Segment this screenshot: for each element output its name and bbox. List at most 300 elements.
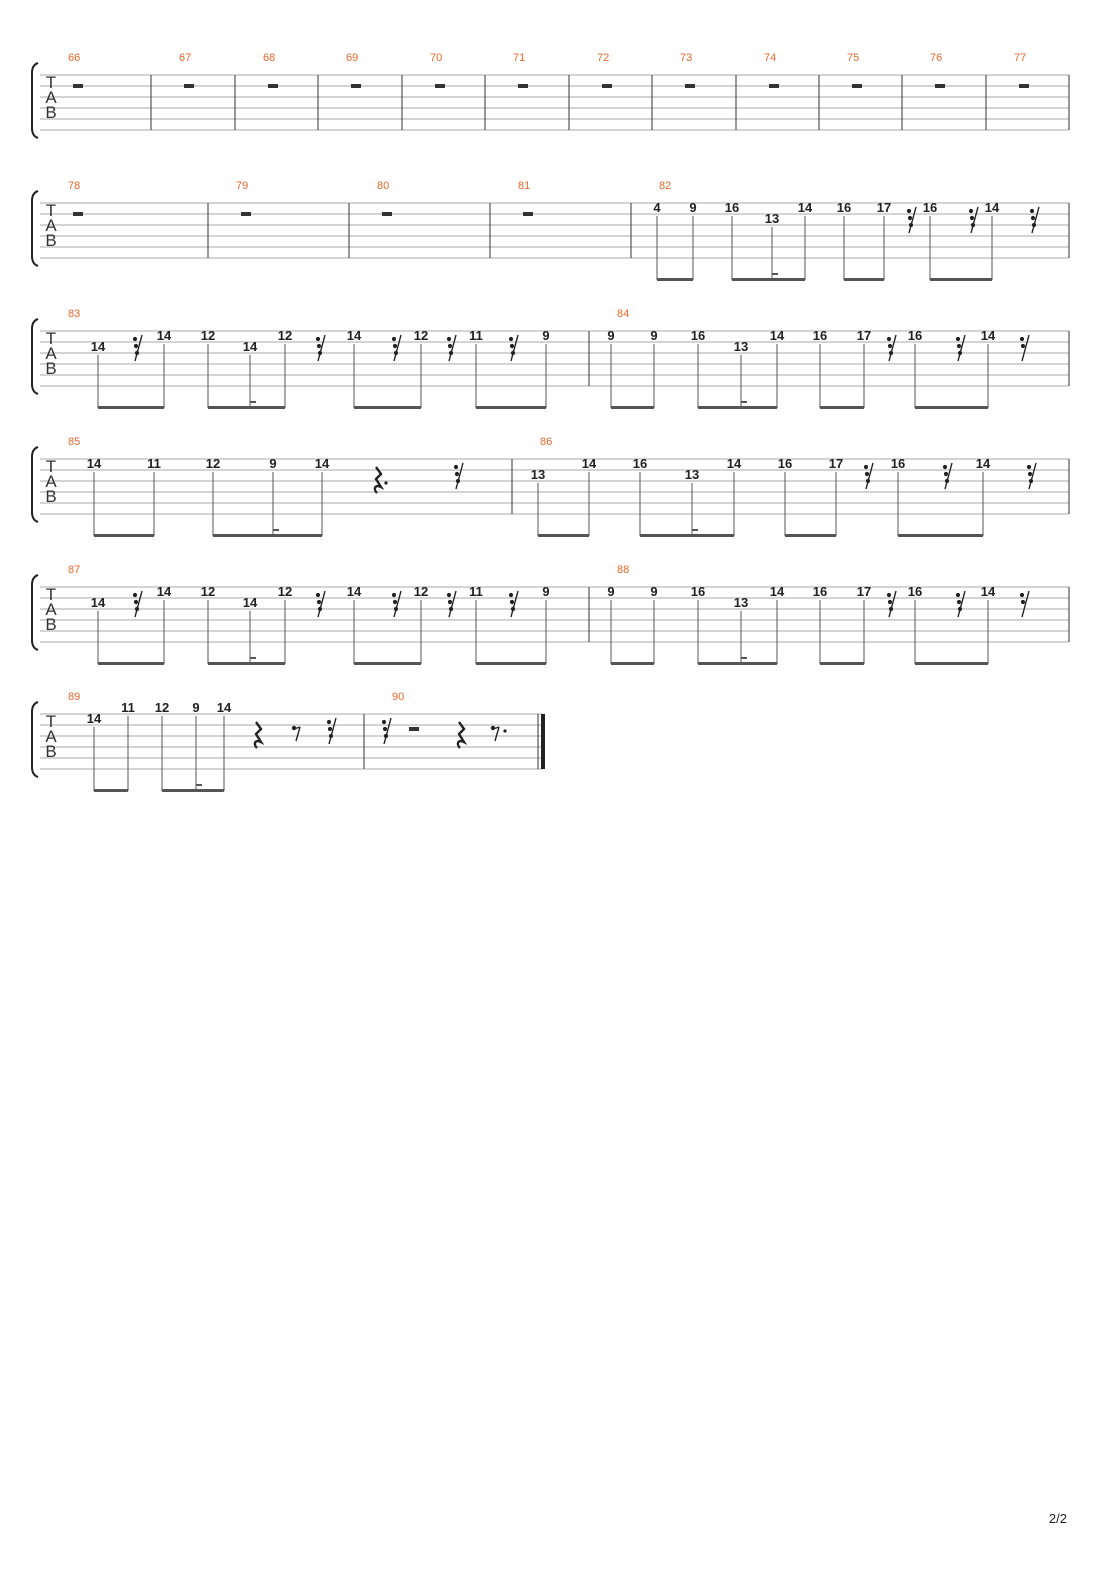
fret-number: 16: [922, 200, 938, 215]
tab-clef-letter: A: [45, 600, 57, 619]
measure-number: 84: [617, 308, 630, 320]
fret-number: 12: [154, 700, 170, 715]
fret-number: 12: [277, 584, 293, 599]
rest-quarter: [458, 722, 464, 748]
half-rest-block: [409, 727, 419, 731]
fret-number: 14: [980, 328, 996, 343]
rest-32nd: [392, 591, 401, 617]
fret-number: 16: [690, 584, 706, 599]
measure-75: [847, 52, 859, 64]
rest-flag: [907, 209, 911, 213]
beam: [698, 406, 777, 409]
measure-78: [68, 180, 80, 192]
rest-half: [268, 84, 278, 88]
rest-flag: [1020, 593, 1024, 597]
tab-clef-letter: T: [45, 457, 57, 476]
fret-number: 16: [724, 200, 740, 215]
measure-72: [597, 52, 609, 64]
rest-16th: [1020, 335, 1029, 361]
staff-system: [32, 180, 1069, 281]
measure-83: [68, 308, 550, 409]
page-number[interactable]: 2/2: [1048, 1511, 1067, 1526]
fret-number: 12: [200, 328, 216, 343]
beam-partial: [250, 401, 256, 403]
measure-number: 76: [930, 52, 943, 64]
rest-32nd: [327, 718, 336, 744]
half-rest-block: [1019, 84, 1029, 88]
fret-number: 14: [86, 711, 102, 726]
half-rest-block: [435, 84, 445, 88]
rest-32nd: [454, 463, 463, 489]
rest-flag: [943, 465, 947, 469]
rest-32nd: [316, 335, 325, 361]
rest-flag: [382, 720, 386, 724]
measure-number: 66: [68, 52, 81, 64]
tab-clef-letter: T: [45, 329, 57, 348]
measure-number: 83: [68, 308, 81, 320]
beam: [820, 662, 864, 665]
beam: [538, 534, 589, 537]
rest-flag: [510, 344, 514, 348]
rest-half: [769, 84, 779, 88]
half-rest-block: [769, 84, 779, 88]
staff-system: [32, 52, 1069, 138]
rest-flag: [510, 600, 514, 604]
rest-flag: [957, 344, 961, 348]
quarter-rest-glyph: [255, 722, 261, 748]
fret-number: 9: [542, 584, 550, 599]
rest-flag: [393, 600, 397, 604]
rest-32nd: [316, 591, 325, 617]
rest-32nd: [887, 335, 896, 361]
rest-dotted-eighth: [491, 726, 507, 741]
staff-bracket: [32, 447, 38, 522]
rest-flag: [1021, 600, 1025, 604]
rest-half: [73, 212, 83, 216]
fret-number: 13: [530, 467, 546, 482]
measure-number: 82: [659, 180, 672, 192]
fret-number: 16: [907, 584, 923, 599]
fret-number: 14: [90, 595, 106, 610]
beam: [930, 278, 992, 281]
fret-number: 12: [413, 328, 429, 343]
half-rest-block: [685, 84, 695, 88]
fret-number: 12: [413, 584, 429, 599]
rest-flag: [1020, 337, 1024, 341]
rest-flag: [383, 727, 387, 731]
beam: [820, 406, 864, 409]
staff-system: [32, 564, 1069, 665]
measure-number: 81: [518, 180, 531, 192]
measure-70: [430, 52, 442, 64]
rest-flag: [956, 593, 960, 597]
rest-flag: [969, 209, 973, 213]
measure-number: 79: [236, 180, 249, 192]
rest-flag: [1021, 344, 1025, 348]
rest-32nd: [382, 718, 391, 744]
rest-32nd: [887, 591, 896, 617]
rest-flag: [317, 344, 321, 348]
rest-flag: [447, 337, 451, 341]
rest-32nd: [133, 335, 142, 361]
rest-flag: [392, 593, 396, 597]
rest-stem: [296, 727, 300, 741]
rest-flag: [944, 472, 948, 476]
rest-32nd: [509, 591, 518, 617]
fret-number: 14: [769, 584, 785, 599]
staff-system: [32, 691, 545, 792]
rest-flag: [956, 337, 960, 341]
fret-number: 12: [200, 584, 216, 599]
fret-number: 14: [346, 584, 362, 599]
rest-32nd: [956, 335, 965, 361]
fret-number: 14: [581, 456, 597, 471]
measure-80: [377, 180, 389, 192]
beam: [611, 406, 654, 409]
dot: [503, 729, 506, 732]
fret-number: 11: [147, 456, 161, 471]
measure-82: [653, 180, 1000, 281]
rest-flag: [134, 344, 138, 348]
beam-partial: [741, 401, 747, 403]
measure-number: 67: [179, 52, 192, 64]
rest-flag: [134, 600, 138, 604]
quarter-rest-glyph: [458, 722, 464, 748]
tab-clef-letter: A: [45, 727, 57, 746]
beam: [640, 534, 734, 537]
fret-number: 9: [607, 328, 615, 343]
rest-eighth: [292, 726, 300, 741]
tab-clef-letter: B: [45, 742, 57, 761]
measure-number: 90: [392, 691, 405, 703]
rest-flag: [1030, 209, 1034, 213]
beam-partial: [250, 657, 256, 659]
rest-half: [852, 84, 862, 88]
fret-number: 14: [314, 456, 330, 471]
rest-flag: [316, 593, 320, 597]
measure-number: 68: [263, 52, 276, 64]
rest-flag: [1031, 216, 1035, 220]
rest-flag: [887, 337, 891, 341]
tab-clef-letter: A: [45, 344, 57, 363]
half-rest-block: [241, 212, 251, 216]
measure-number: 71: [513, 52, 526, 64]
rest-flag: [327, 720, 331, 724]
measure-number: 78: [68, 180, 81, 192]
rest-16th: [1020, 591, 1029, 617]
rest-32nd: [133, 591, 142, 617]
staff-bracket: [32, 702, 38, 777]
half-rest-block: [268, 84, 278, 88]
beam: [98, 662, 164, 665]
measure-number: 74: [764, 52, 777, 64]
rest-flag: [317, 600, 321, 604]
half-rest-block: [852, 84, 862, 88]
rest-flag: [908, 216, 912, 220]
fret-number: 14: [242, 339, 258, 354]
beam: [844, 278, 884, 281]
fret-number: 12: [205, 456, 221, 471]
fret-number: 13: [733, 339, 749, 354]
rest-flag: [1028, 472, 1032, 476]
rest-flag: [455, 472, 459, 476]
rest-half: [1019, 84, 1029, 88]
measure-81: [518, 180, 530, 192]
tab-clef-letter: B: [45, 487, 57, 506]
measure-number: 69: [346, 52, 359, 64]
measure-66: [68, 52, 80, 64]
half-rest-block: [73, 212, 83, 216]
fret-number: 16: [812, 584, 828, 599]
half-rest-block: [523, 212, 533, 216]
half-rest-block: [351, 84, 361, 88]
rest-flag: [447, 593, 451, 597]
rest-32nd: [969, 207, 978, 233]
beam: [785, 534, 836, 537]
beam: [208, 406, 285, 409]
dot: [384, 481, 387, 484]
rest-flag: [454, 465, 458, 469]
measure-90: [392, 691, 404, 703]
measure-79: [236, 180, 248, 192]
fret-number: 9: [689, 200, 697, 215]
measure-number: 80: [377, 180, 390, 192]
beam: [476, 406, 546, 409]
tab-clef-letter: T: [45, 712, 57, 731]
staff-bracket: [32, 63, 38, 138]
fret-number: 16: [777, 456, 793, 471]
rest-half: [382, 212, 392, 216]
fret-number: 14: [975, 456, 991, 471]
rest-flag: [509, 593, 513, 597]
fret-number: 13: [733, 595, 749, 610]
rest-32nd: [509, 335, 518, 361]
fret-number: 17: [828, 456, 844, 471]
staff-bracket: [32, 319, 38, 394]
rest-half: [435, 84, 445, 88]
fret-number: 14: [86, 456, 102, 471]
beam: [915, 406, 988, 409]
beam: [657, 278, 693, 281]
measure-85: [68, 436, 330, 537]
measure-74: [764, 52, 776, 64]
staff-bracket: [32, 575, 38, 650]
rest-dotted-quarter: [375, 467, 388, 493]
beam-partial: [772, 273, 778, 275]
rest-flag: [448, 344, 452, 348]
beam: [213, 534, 322, 537]
fret-number: 9: [650, 328, 658, 343]
fret-number: 14: [346, 328, 362, 343]
rest-32nd: [907, 207, 916, 233]
measure-73: [680, 52, 692, 64]
rest-32nd: [956, 591, 965, 617]
rest-flag: [133, 337, 137, 341]
staff-system: [32, 436, 1069, 537]
measure-number: 77: [1014, 52, 1027, 64]
rest-flag: [133, 593, 137, 597]
fret-number: 13: [684, 467, 700, 482]
rest-flag: [448, 600, 452, 604]
fret-number: 14: [156, 328, 172, 343]
fret-number: 9: [542, 328, 550, 343]
rest-flag: [865, 472, 869, 476]
tab-clef-letter: A: [45, 472, 57, 491]
measure-number: 85: [68, 436, 81, 448]
rest-half: [241, 212, 251, 216]
beam: [476, 662, 546, 665]
measure-86: [531, 436, 991, 537]
fret-number: 4: [653, 200, 661, 215]
rest-flag: [887, 593, 891, 597]
rest-half: [518, 84, 528, 88]
fret-number: 14: [156, 584, 172, 599]
measure-number: 75: [847, 52, 860, 64]
beam: [611, 662, 654, 665]
beam: [162, 789, 224, 792]
fret-number: 11: [469, 328, 483, 343]
fret-number: 17: [856, 328, 872, 343]
beam: [698, 662, 777, 665]
measure-number: 88: [617, 564, 630, 576]
tab-clef-letter: B: [45, 359, 57, 378]
fret-number: 17: [856, 584, 872, 599]
fret-number: 9: [607, 584, 615, 599]
measure-77: [1014, 52, 1026, 64]
fret-number: 16: [632, 456, 648, 471]
fret-number: 16: [890, 456, 906, 471]
beam: [732, 278, 805, 281]
fret-number: 17: [876, 200, 892, 215]
rest-flag: [888, 344, 892, 348]
beam: [898, 534, 983, 537]
fret-number: 14: [984, 200, 1000, 215]
rest-flag: [888, 600, 892, 604]
rest-32nd: [447, 591, 456, 617]
fret-number: 9: [269, 456, 277, 471]
rest-half: [935, 84, 945, 88]
measure-number: 73: [680, 52, 693, 64]
rest-half: [685, 84, 695, 88]
rest-32nd: [392, 335, 401, 361]
beam: [354, 406, 421, 409]
quarter-rest-glyph: [375, 467, 381, 493]
staff-system: [32, 308, 1069, 409]
staff-bracket: [32, 191, 38, 266]
rest-flag: [316, 337, 320, 341]
half-rest-block: [184, 84, 194, 88]
fret-number: 14: [726, 456, 742, 471]
tab-clef-letter: A: [45, 216, 57, 235]
beam-partial: [273, 529, 279, 531]
measure-number: 89: [68, 691, 81, 703]
rest-half: [184, 84, 194, 88]
rest-32nd: [864, 463, 873, 489]
rest-quarter: [255, 722, 261, 748]
measure-number: 87: [68, 564, 81, 576]
fret-number: 14: [769, 328, 785, 343]
fret-number: 14: [797, 200, 813, 215]
fret-number: 14: [980, 584, 996, 599]
measure-71: [513, 52, 525, 64]
rest-flag: [970, 216, 974, 220]
tab-clef-letter: B: [45, 103, 57, 122]
fret-number: 13: [764, 211, 780, 226]
rest-stem: [495, 727, 499, 741]
measure-number: 72: [597, 52, 610, 64]
rest-32nd: [1027, 463, 1036, 489]
rest-half: [523, 212, 533, 216]
beam: [94, 789, 128, 792]
rest-32nd: [447, 335, 456, 361]
rest-flag: [328, 727, 332, 731]
rest-flag: [509, 337, 513, 341]
half-rest-block: [518, 84, 528, 88]
rest-half: [351, 84, 361, 88]
measure-76: [930, 52, 942, 64]
fret-number: 16: [907, 328, 923, 343]
rest-32nd: [1030, 207, 1039, 233]
rest-flag: [864, 465, 868, 469]
half-rest-block: [935, 84, 945, 88]
measure-89: [68, 691, 232, 792]
fret-number: 9: [192, 700, 200, 715]
fret-number: 14: [242, 595, 258, 610]
fret-number: 14: [90, 339, 106, 354]
tab-clef-letter: B: [45, 231, 57, 250]
beam-partial: [196, 784, 202, 786]
beam: [354, 662, 421, 665]
half-rest-block: [73, 84, 83, 88]
measure-68: [263, 52, 275, 64]
half-rest-block: [382, 212, 392, 216]
fret-number: 9: [650, 584, 658, 599]
fret-number: 16: [812, 328, 828, 343]
beam: [94, 534, 154, 537]
rest-32nd: [943, 463, 952, 489]
measure-84: [607, 308, 996, 409]
tab-clef-letter: T: [45, 585, 57, 604]
rest-flag: [393, 344, 397, 348]
rest-half: [602, 84, 612, 88]
measure-number: 70: [430, 52, 443, 64]
fret-number: 11: [121, 700, 135, 715]
beam: [208, 662, 285, 665]
tab-clef-letter: B: [45, 615, 57, 634]
rest-half: [409, 727, 419, 731]
tab-clef-letter: T: [45, 73, 57, 92]
fret-number: 16: [836, 200, 852, 215]
rest-flag: [957, 600, 961, 604]
measure-88: [607, 564, 996, 665]
final-barline-thick: [541, 714, 545, 769]
beam: [98, 406, 164, 409]
fret-number: 12: [277, 328, 293, 343]
beam-partial: [692, 529, 698, 531]
measure-69: [346, 52, 358, 64]
rest-half: [73, 84, 83, 88]
tab-clef-letter: T: [45, 201, 57, 220]
beam-partial: [741, 657, 747, 659]
fret-number: 16: [690, 328, 706, 343]
fret-number: 14: [216, 700, 232, 715]
measure-number: 86: [540, 436, 553, 448]
measure-67: [179, 52, 191, 64]
half-rest-block: [602, 84, 612, 88]
fret-number: 11: [469, 584, 483, 599]
beam: [915, 662, 988, 665]
rest-flag: [1027, 465, 1031, 469]
